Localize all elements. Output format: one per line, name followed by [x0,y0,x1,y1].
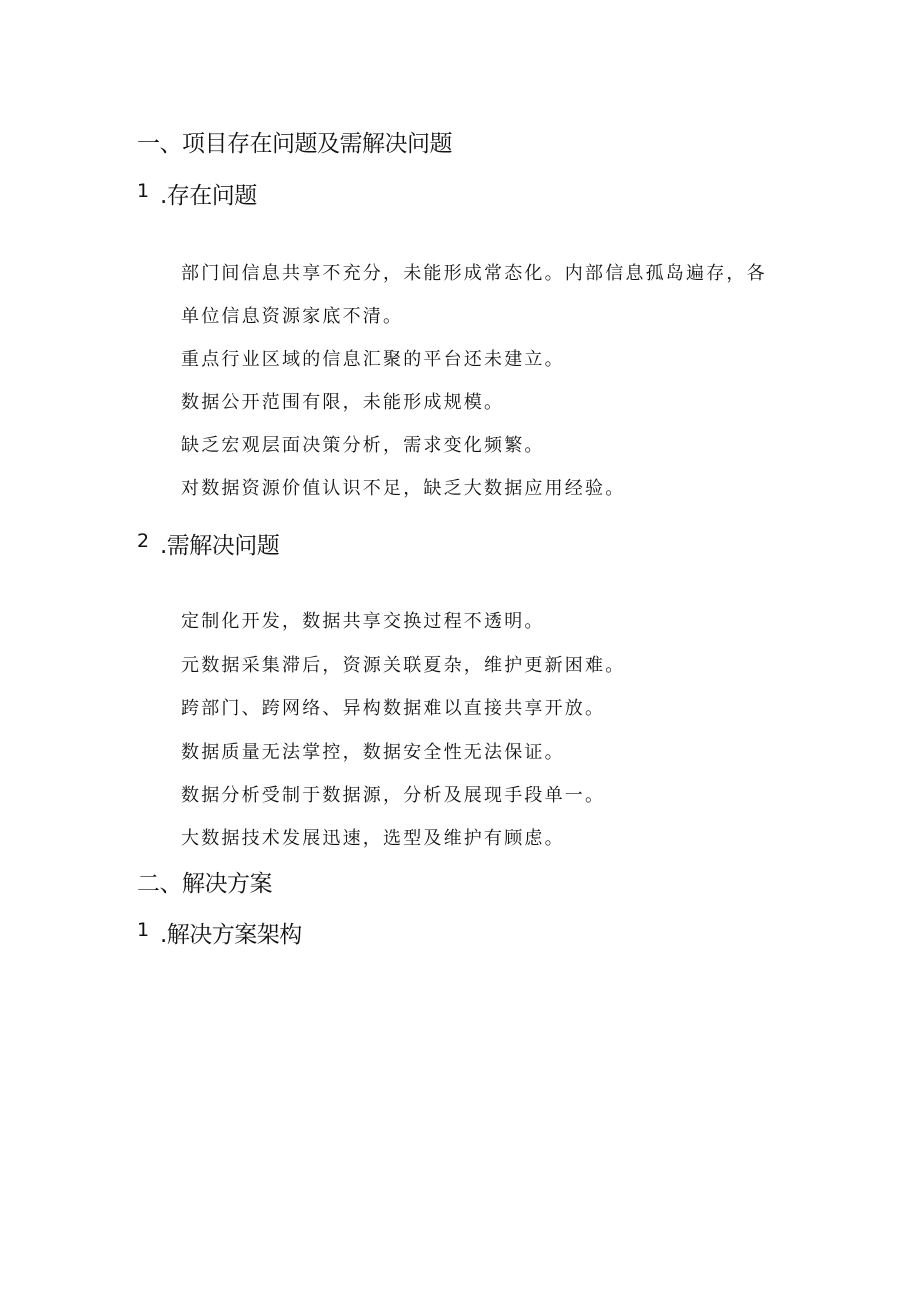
paragraph-line: 数据质量无法掌控，数据安全性无法保证。 [181,742,565,763]
paragraph-line: 元数据采集滞后，资源关联夏杂，维护更新困难。 [181,655,626,676]
section-1-heading: 一、项目存在问题及需解决问题 [137,131,452,157]
subsection-1-2-heading [0,527,920,557]
subsection-number: 1 [137,180,149,202]
subsection-title: .解决方案架构 [160,922,302,948]
paragraph-line: 大数据技术发展迅速，选型及维护有顾虑。 [181,828,565,849]
paragraph-line: 部门间信息共享不充分，未能形成常态化。内部信息孤岛遍存，各 [181,263,767,284]
paragraph-line: 单位信息资源家底不清。 [181,306,404,327]
subsection-number: 1 [137,919,149,941]
subsection-2-1-heading [0,916,920,946]
paragraph-line: 跨部门、跨网络、异构数据难以直接共享开放。 [181,698,606,719]
subsection-number: 2 [137,530,149,552]
paragraph-line: 数据公开范围有限，未能形成规模。 [181,392,505,413]
paragraph-line: 定制化开发，数据共享交换过程不透明。 [181,611,545,632]
paragraph-line: 对数据资源价值认识不足，缺乏大数据应用经验。 [181,478,626,499]
section-2-heading: 二、解决方案 [137,871,272,897]
subsection-1-1-heading [0,177,920,207]
paragraph-line: 缺乏宏观层面决策分析，需求变化频繁。 [181,435,545,456]
paragraph-line: 数据分析受制于数据源，分析及展现手段单一。 [181,785,606,806]
subsection-title: .存在问题 [160,183,257,209]
paragraph-line: 重点行业区域的信息汇聚的平台还未建立。 [181,349,565,370]
subsection-title: .需解决问题 [160,533,280,559]
